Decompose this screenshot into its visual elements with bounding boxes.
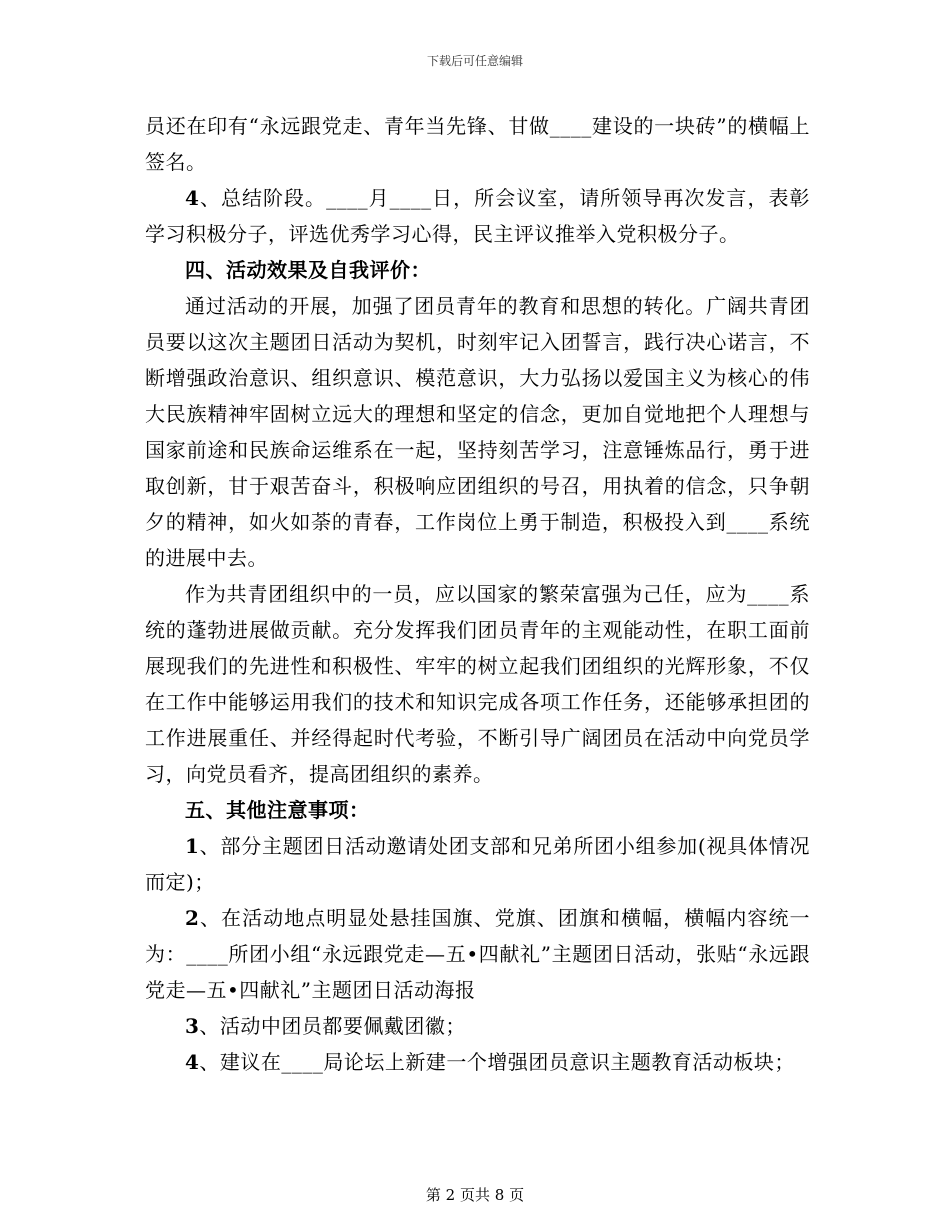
item-text: 、总结阶段。____月____日，所会议室，请所领导再次发言，表彰学习积极分子，评选优秀学习心得，民主评议推举入党积极分子。 [145, 186, 810, 246]
paragraph-responsibility: 作为共青团组织中的一员，应以国家的繁荣富强为己任，应为____系统的蓬勃进展做贡献。充分发挥我们团员青年的主观能动性，在职工面前展现我们的先进性和积极性、牢牢的树立起我们团组织的光辉形象，不仅在工作中能够运用我们的技术和知识完成各项工作任务，还能够承担团的工作进展重任、并经得起时代考验，不断引导广阔团员在活动中向党员学习，向党员看齐，提高团组织的素养。 [145, 582, 810, 786]
item-number: 3 [185, 1014, 200, 1038]
section-heading-effects: 四、活动效果及自我评价： [185, 258, 431, 282]
item-number: 4 [185, 186, 200, 210]
item-text: 、在活动地点明显处悬挂国旗、党旗、团旗和横幅，横幅内容统一为：____所团小组“永远跟党走—五•四献礼”主题团日活动，张贴“永远跟党走—五•四献礼”主题团日活动海报 [145, 906, 810, 1002]
item-text: 、活动中团员都要佩戴团徽； [199, 1014, 466, 1038]
item-number: 2 [185, 906, 200, 930]
list-item-note-4 [145, 1044, 810, 1080]
list-item-note-3 [145, 1008, 810, 1044]
list-item-summary-stage [145, 180, 810, 252]
document-body [145, 108, 810, 1080]
paragraph-effects: 通过活动的开展，加强了团员青年的教育和思想的转化。广阔共青团员要以这次主题团日活动为契机，时刻牢记入团誓言，践行决心诺言，不断增强政治意识、组织意识、模范意识，大力弘扬以爱国主义为核心的伟大民族精神牢固树立远大的理想和坚定的信念，更加自觉地把个人理想与国家前途和民族命运维系在一起，坚持刻苦学习，注意锤炼品行，勇于进取创新，甘于艰苦奋斗，积极响应团组织的号召，用执着的信念，只争朝夕的精神，如火如荼的青春，工作岗位上勇于制造，积极投入到____系统的进展中去。 [145, 294, 810, 570]
page-footer: 第 2 页共 8 页 [425, 1186, 525, 1204]
page-header: 下载后可任意编辑 [426, 54, 523, 68]
section-heading-notes: 五、其他注意事项： [185, 798, 370, 822]
item-text: 、部分主题团日活动邀请处团支部和兄弟所团小组参加(视具体情况而定)； [145, 834, 810, 894]
item-number: 4 [185, 1050, 200, 1074]
paragraph-continuation: 员还在印有“永远跟党走、青年当先锋、甘做____建设的一块砖”的横幅上签名。 [145, 114, 810, 174]
item-text: 、建议在____局论坛上新建一个增强团员意识主题教育活动板块； [199, 1050, 795, 1074]
list-item-note-2 [145, 900, 810, 1008]
item-number: 1 [185, 834, 200, 858]
list-item-note-1 [145, 828, 810, 900]
